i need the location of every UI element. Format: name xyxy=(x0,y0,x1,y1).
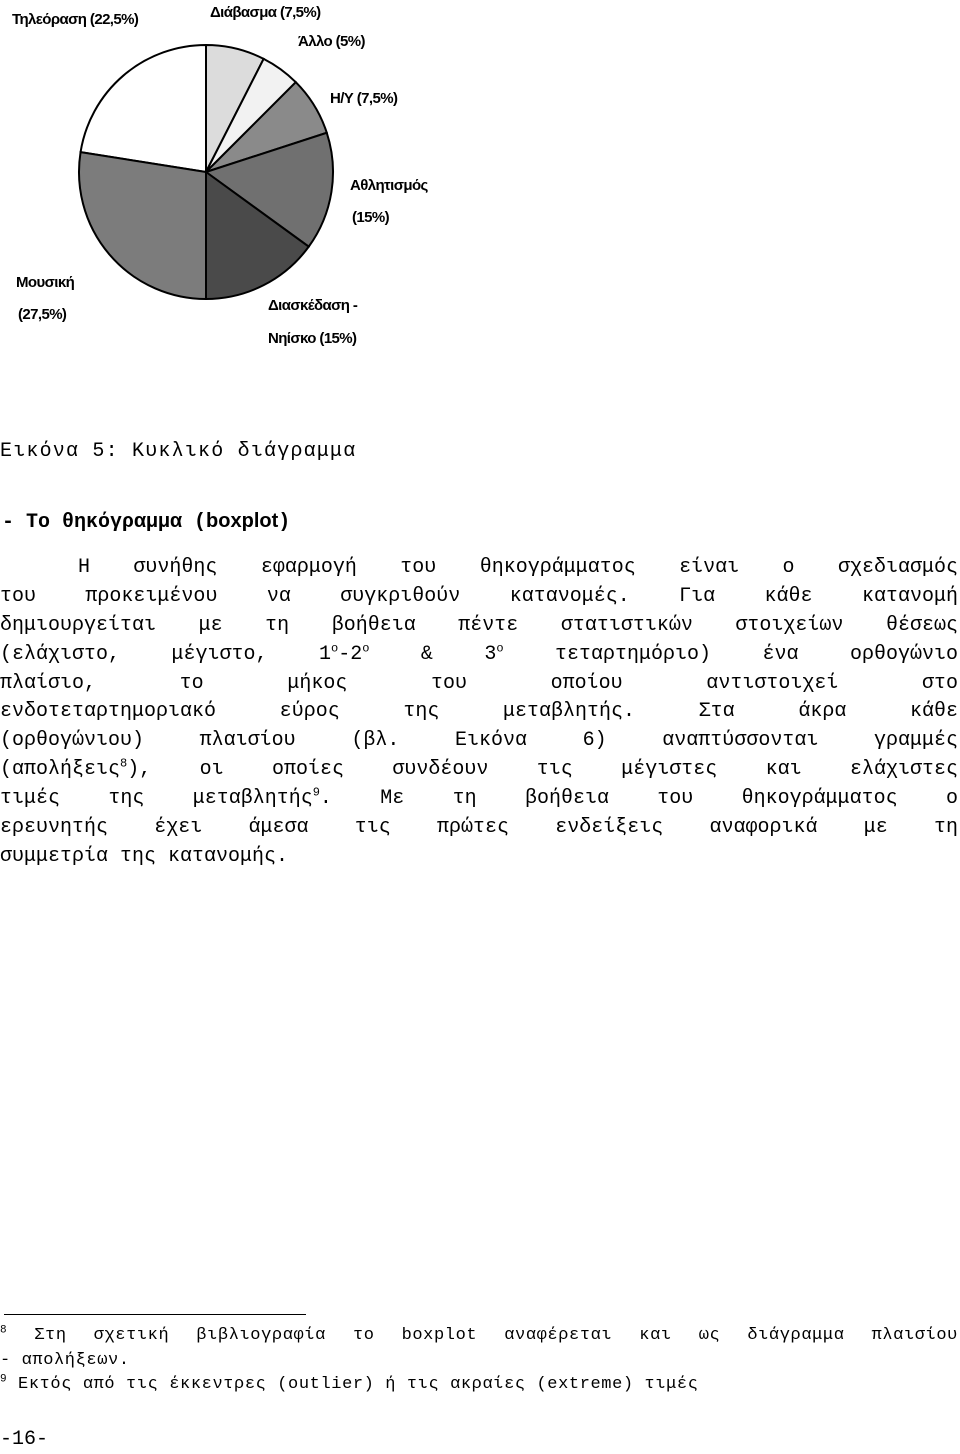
paragraph-line: συμμετρία της κατανομής. xyxy=(0,844,289,868)
pie-slice-label: Άλλο (5%) xyxy=(298,33,365,50)
paragraph-line: (ορθογώνιου) πλαισίου (βλ. Εικόνα 6) αναπτύσσονται γραμμές xyxy=(0,729,958,753)
paragraph-line: πλαίσιο, το μήκος του οποίου αντιστοιχεί στο xyxy=(0,671,958,695)
pie-slice xyxy=(79,152,206,299)
footnote-8-continued: - απολήξεων. xyxy=(0,1350,130,1370)
footnote-ref-9[interactable]: 9 xyxy=(312,785,320,800)
pie-slice-label: Διασκέδαση - xyxy=(268,297,358,314)
section-title-prefix: - Το θηκόγραμμα ( xyxy=(2,511,207,534)
pie-slice-label: Αθλητισμός xyxy=(350,177,428,194)
section-title-term: boxplot xyxy=(206,510,279,532)
pie-slice-label: (27,5%) xyxy=(18,306,67,323)
section-title-suffix: ) xyxy=(278,511,291,534)
footnote-ref-8[interactable]: 8 xyxy=(120,756,128,771)
pie-slice-label: Διάβασμα (7,5%) xyxy=(210,4,321,21)
paragraph-line: (ελάχιστο, μέγιστο, $1^o-2^o$ & $3^o$ τεταρτημόριο) ένα ορθογώνιο xyxy=(0,641,958,666)
paragraph-line: του προκειμένου να συγκριθούν κατανομές. Για κάθε κατανομή xyxy=(0,584,958,608)
pie-chart xyxy=(0,0,460,360)
paragraph-line: δημιουργείται με τη βοήθεια πέντε στατιστικών στοιχείων θέσεως xyxy=(0,613,958,637)
section-title xyxy=(2,510,290,534)
footnote-divider xyxy=(4,1314,306,1315)
paragraph-line: (απολήξεις$^8$), οι οποίες συνδέουν τις μέγιστες και ελάχιστες xyxy=(0,756,958,782)
paragraph-line: ερευνητής έχει άμεσα τις πρώτες ενδείξεις αναφορικά με τη xyxy=(0,816,958,840)
footnotes xyxy=(0,1324,958,1398)
page-number: -16- xyxy=(0,1428,49,1451)
pie-slice-label: Μουσική xyxy=(16,274,75,291)
pie-slice-label: Νηίσκο (15%) xyxy=(268,330,357,347)
pie-slice-label: (15%) xyxy=(352,209,390,226)
body-paragraph xyxy=(0,554,958,872)
paragraph-line: Η συνήθης εφαρμογή του θηκογράμματος είναι ο σχεδιασμός xyxy=(78,556,958,579)
paragraph-line: τιμές της μεταβλητής$^9$. Με τη βοήθεια του θηκογράμματος ο xyxy=(0,785,958,811)
pie-slice-label: Η/Υ (7,5%) xyxy=(330,90,398,107)
figure-caption: Εικόνα 5: Κυκλικό διάγραμμα xyxy=(0,440,357,463)
pie-slice xyxy=(81,45,206,172)
pie-slice-label: Τηλεόραση (22,5%) xyxy=(12,11,139,28)
footnote-8: $^8$ Στη σχετική βιβλιογραφία το boxplot αναφέρεται και ως διάγραμμα πλαισίου xyxy=(0,1324,958,1345)
footnote-9: $^9$ Εκτός από τις έκκεντρες (outlier) ή τις ακραίες (extreme) τιμές xyxy=(0,1373,699,1394)
paragraph-line: ενδοτεταρτημοριακό εύρος της μεταβλητής. Στα άκρα κάθε xyxy=(0,700,958,724)
